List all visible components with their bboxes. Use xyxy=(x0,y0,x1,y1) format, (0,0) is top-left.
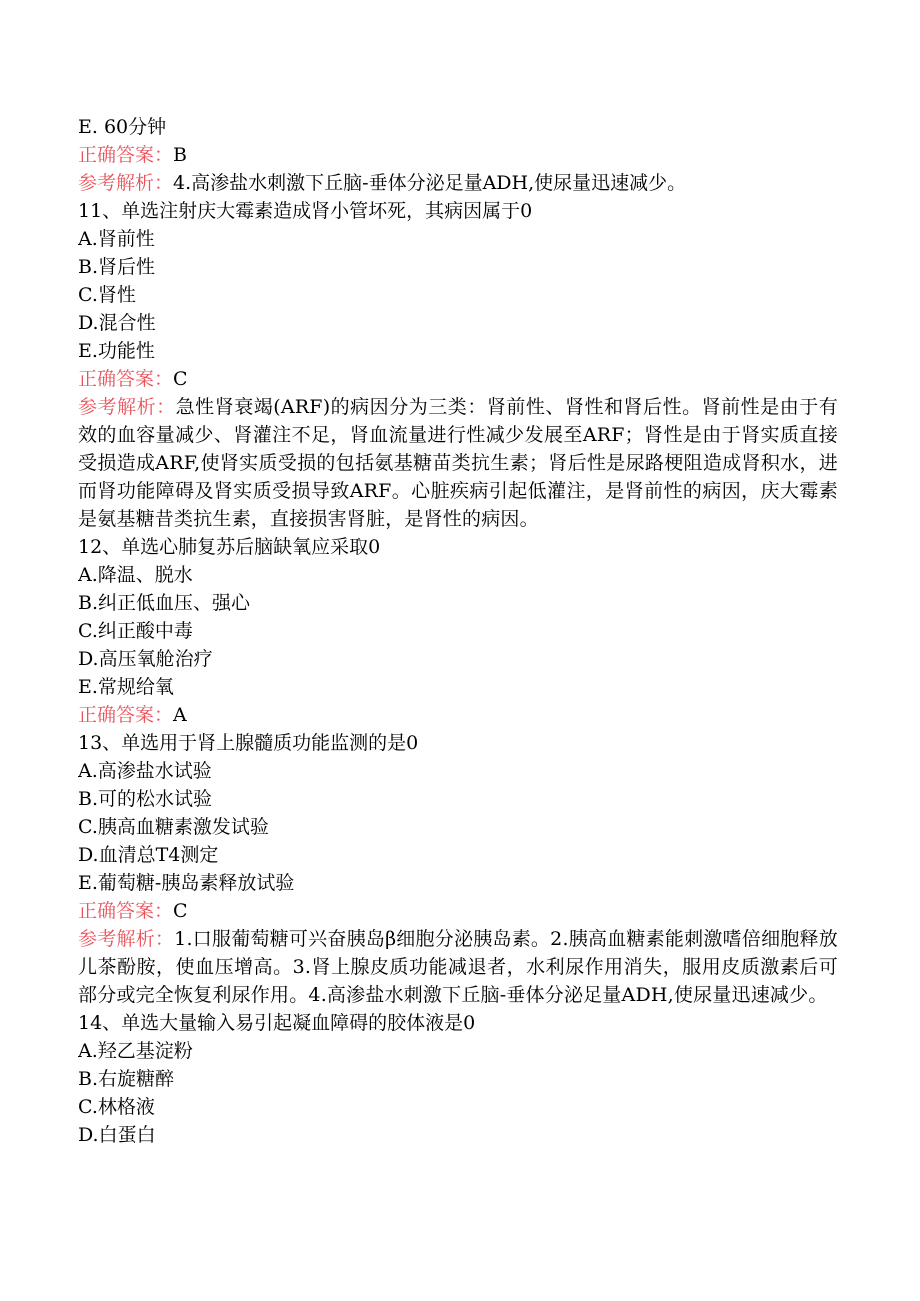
q12-option-a: A.降温、脱水 xyxy=(78,564,193,586)
q11-analysis xyxy=(78,393,838,533)
prev-answer xyxy=(78,141,838,169)
prev-analysis xyxy=(78,169,838,197)
answer-value: A xyxy=(173,704,187,726)
document-page xyxy=(78,113,838,1149)
q13-analysis xyxy=(78,925,838,1009)
analysis-label: 参考解析： xyxy=(78,172,174,194)
q12-option-e: E.常规给氧 xyxy=(78,676,174,698)
q14-option-c: C.林格液 xyxy=(78,1096,155,1118)
q11-answer xyxy=(78,365,838,393)
analysis-text: 4.高渗盐水刺激下丘脑-垂体分泌足量ADH,使尿量迅速减少。 xyxy=(173,172,687,194)
q13-option-b: B.可的松水试验 xyxy=(78,788,213,810)
answer-label: 正确答案： xyxy=(78,368,174,390)
answer-label: 正确答案： xyxy=(78,144,174,166)
answer-value: B xyxy=(173,144,187,166)
analysis-label: 参考解析： xyxy=(78,928,175,950)
q14-option-b: B.右旋糖醉 xyxy=(78,1068,175,1090)
analysis-text: 急性肾衰竭(ARF)的病因分为三类：肾前性、肾性和肾后性。肾前性是由于有效的血容量减少、肾灌注不足，肾血流量进行性减少发展至ARF；肾性是由于肾实质直接受损造成ARF,使肾实质受损的包括氨基糖苗类抗生素；肾后性是尿路梗阻造成肾积水，进而肾功能障碍及肾实质受损导致ARF。心脏疾病引起低灌注，是肾前性的病因，庆大霉素是氨基糖昔类抗生素，直接损害肾脏，是肾性的病因。 xyxy=(78,396,838,530)
q11-option-c: C.肾性 xyxy=(78,284,136,306)
q12-option-d: D.高压氧舱治疗 xyxy=(78,648,213,670)
q11-option-d: D.混合性 xyxy=(78,312,156,334)
q12-option-c: C.纠正酸中毒 xyxy=(78,620,193,642)
analysis-text: 1.口服葡萄糖可兴奋胰岛β细胞分泌胰岛素。2.胰高血糖素能刺激嗜倍细胞释放儿茶酚胺，使血压增高。3.肾上腺皮质功能减退者，水利尿作用消失，服用皮质激素后可部分或完全恢复利尿作用。4.高渗盐水刺激下丘脑-垂体分泌足量ADH,使尿量迅速减少。 xyxy=(78,928,838,1006)
q13-option-c: C.胰高血糖素激发试验 xyxy=(78,816,269,838)
answer-value: C xyxy=(173,900,188,922)
q11-option-a: A.肾前性 xyxy=(78,228,155,250)
q12-stem: 12、单选心肺复苏后脑缺氧应采取0 xyxy=(78,536,381,558)
q13-option-a: A.高渗盐水试验 xyxy=(78,760,212,782)
q14-option-d: D.白蛋白 xyxy=(78,1124,156,1146)
q11-stem: 11、单选注射庆大霉素造成肾小管坏死，其病因属于0 xyxy=(78,200,533,222)
q11-option-b: B.肾后性 xyxy=(78,256,156,278)
q12-answer xyxy=(78,701,838,729)
q14-stem: 14、单选大量输入易引起凝血障碍的胶体液是0 xyxy=(78,1012,476,1034)
answer-value: C xyxy=(173,368,188,390)
q13-option-d: D.血清总T4测定 xyxy=(78,844,219,866)
answer-label: 正确答案： xyxy=(78,900,174,922)
answer-label: 正确答案： xyxy=(78,704,174,726)
q11-option-e: E.功能性 xyxy=(78,340,155,362)
q13-answer xyxy=(78,897,838,925)
q13-stem: 13、单选用于肾上腺髓质功能监测的是0 xyxy=(78,732,419,754)
q13-option-e: E.葡萄糖-胰岛素释放试验 xyxy=(78,872,295,894)
q14-option-a: A.羟乙基淀粉 xyxy=(78,1040,193,1062)
prev-option-e: E. 60分钟 xyxy=(78,116,167,138)
analysis-label: 参考解析： xyxy=(78,396,176,418)
q12-option-b: B.纠正低血压、强心 xyxy=(78,592,251,614)
